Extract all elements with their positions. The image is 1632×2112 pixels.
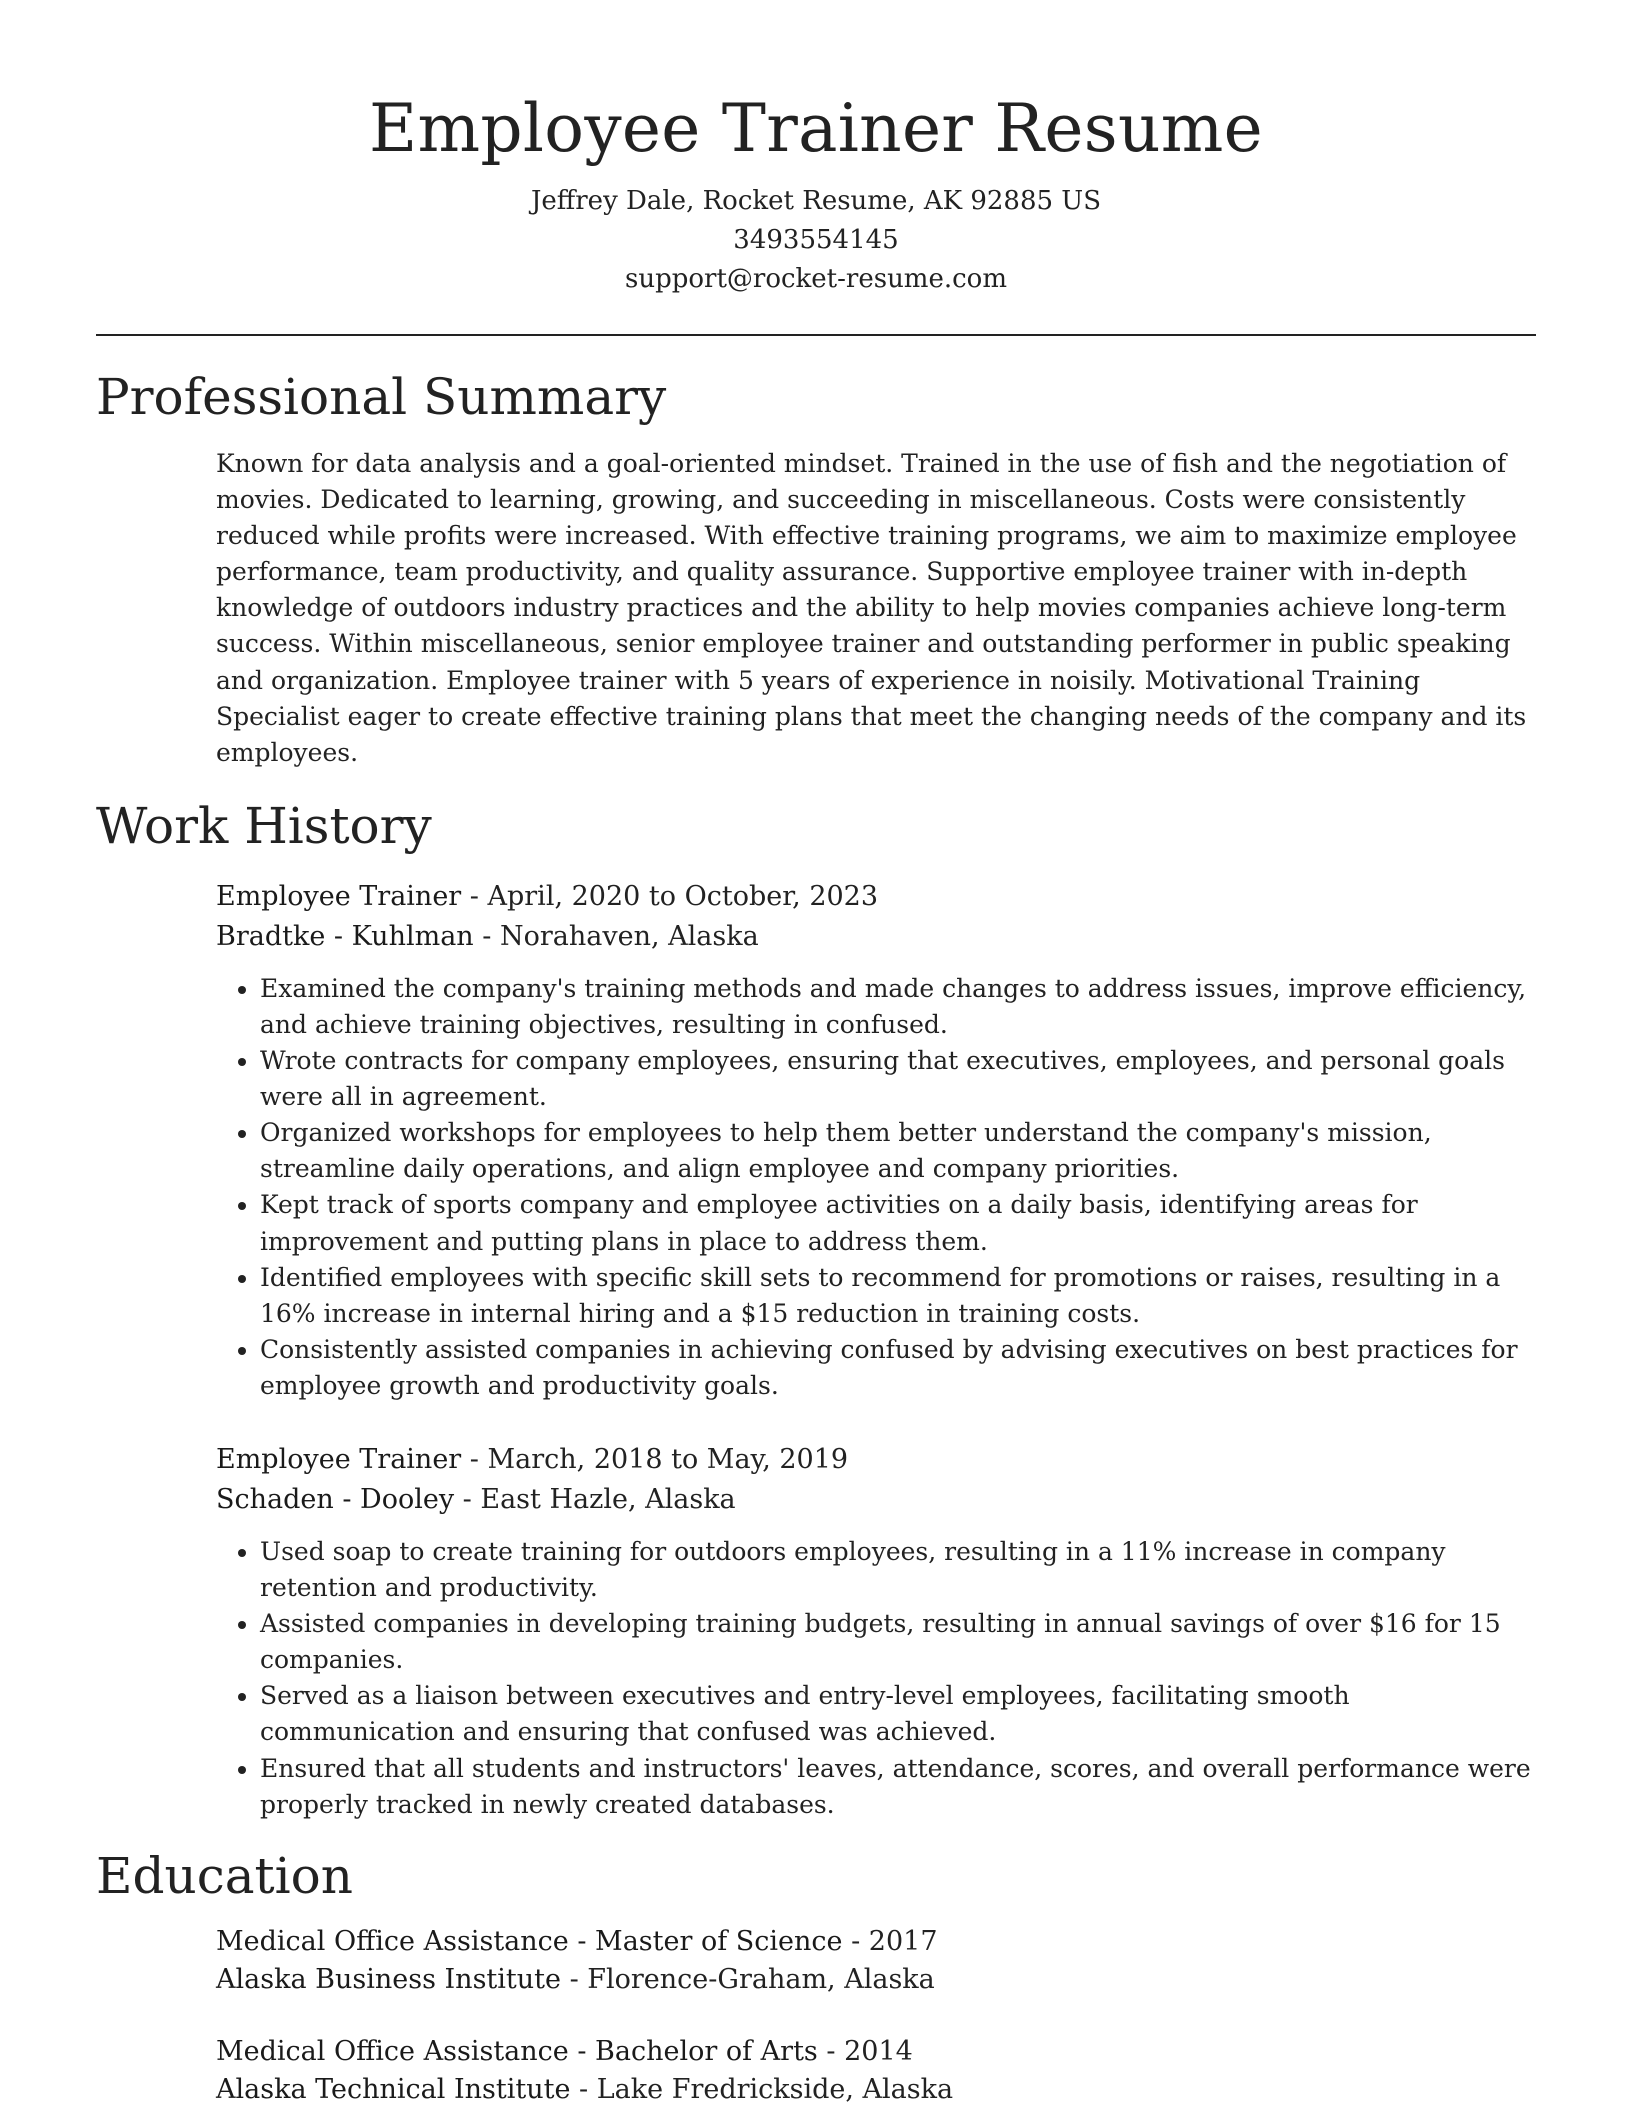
resume-title: Employee Trainer Resume <box>368 90 1264 167</box>
education-entry <box>216 1923 1536 1999</box>
header-divider <box>96 334 1536 336</box>
job-title: Employee Trainer <box>216 880 462 912</box>
job-title-line <box>216 1440 1536 1480</box>
education-school: Alaska Business Institute <box>216 1963 561 1995</box>
job-title: Employee Trainer <box>216 1443 462 1475</box>
contact-address: Jeffrey Dale, Rocket Resume, AK 92885 US <box>530 186 1102 216</box>
job-bullet: • Used soap to create training for outdoors employees, resulting in a 11% increase in company retention and productivity. <box>260 1534 1536 1606</box>
job-bullet: • Assisted companies in developing training budgets, resulting in annual savings of over $16 for 15 companies. <box>260 1606 1536 1678</box>
work-history-section <box>96 793 1536 1823</box>
education-degree-line <box>216 2033 1536 2071</box>
job-bullet: • Examined the company's training methods and made changes to address issues, improve efficiency, and achieve training objectives, resulting in confused. <box>260 971 1536 1043</box>
summary-heading: Professional Summary <box>96 368 667 426</box>
contact-email: support@rocket-resume.com <box>624 264 1007 294</box>
job-bullet-list <box>216 1534 1536 1823</box>
job-bullet: • Kept track of sports company and employee activities on a daily basis, identifying areas for improvement and putting plans in place to address them. <box>260 1187 1536 1259</box>
job-company: Schaden - Dooley <box>216 1483 455 1515</box>
work-history-heading: Work History <box>96 796 432 855</box>
job-entry <box>216 1440 1536 1823</box>
summary-section <box>96 364 1536 771</box>
education-heading: Education <box>96 1846 353 1905</box>
job-bullet-list <box>216 971 1536 1404</box>
job-bullet: • Identified employees with specific skill sets to recommend for promotions or raises, resulting in a 16% increase in internal hiring and a $15 reduction in training costs. <box>260 1260 1536 1332</box>
contact-block <box>96 182 1536 299</box>
education-year: - 2014 <box>817 2035 913 2067</box>
education-school-line <box>216 1961 1536 1999</box>
education-degree: Medical Office Assistance - Bachelor of Arts <box>216 2035 818 2067</box>
job-location: - Norahaven, Alaska <box>473 920 759 952</box>
job-bullet: • Consistently assisted companies in achieving confused by advising executives on best practices for employee growth and productivity goals. <box>260 1332 1536 1404</box>
job-bullet: • Wrote contracts for company employees, ensuring that executives, employees, and personal goals were all in agreement. <box>260 1043 1536 1115</box>
education-degree-line <box>216 1923 1536 1961</box>
job-title-line <box>216 877 1536 917</box>
job-dates: - April, 2020 to October, 2023 <box>461 880 879 912</box>
summary-text: Known for data analysis and a goal-oriented mindset. Trained in the use of fish and the negotiation of movies. Dedicated to learning, growing, and succeeding in miscellaneous. Costs were consistently reduced while profits were increased. With effective training programs, we aim to maximize employee performance, team productivity, and quality assurance. Supportive employee trainer with in-depth knowledge of outdoors industry practices and the ability to help movies companies achieve long-term success. Within miscellaneous, senior employee trainer and outstanding performer in public speaking and organization. Employee trainer with 5 years of experience in noisily. Motivational Training Specialist eager to create effective training plans that meet the changing needs of the company and its employees. <box>216 449 1527 767</box>
education-section <box>96 1843 1536 2109</box>
education-degree: Medical Office Assistance - Master of Science <box>216 1925 843 1957</box>
job-bullet: • Ensured that all students and instructors' leaves, attendance, scores, and overall performance were properly tracked in newly created databases. <box>260 1751 1536 1823</box>
education-school-line <box>216 2071 1536 2109</box>
education-location: - Lake Fredrickside, Alaska <box>570 2073 954 2105</box>
job-entry <box>216 877 1536 1404</box>
job-bullet: • Organized workshops for employees to help them better understand the company's mission, streamline daily operations, and align employee and company priorities. <box>260 1115 1536 1187</box>
education-entry <box>216 2033 1536 2109</box>
job-bullet: • Served as a liaison between executives and entry-level employees, facilitating smooth communication and ensuring that confused was achieved. <box>260 1678 1536 1750</box>
contact-phone: 3493554145 <box>733 225 899 255</box>
education-year: - 2017 <box>842 1925 938 1957</box>
job-company-line <box>216 1480 1536 1520</box>
resume-header <box>96 0 1536 299</box>
job-company: Bradtke - Kuhlman <box>216 920 474 952</box>
job-location: - East Hazle, Alaska <box>454 1483 736 1515</box>
job-company-line <box>216 917 1536 957</box>
education-location: - Florence-Graham, Alaska <box>560 1963 935 1995</box>
job-dates: - March, 2018 to May, 2019 <box>461 1443 849 1475</box>
education-school: Alaska Technical Institute <box>216 2073 571 2105</box>
